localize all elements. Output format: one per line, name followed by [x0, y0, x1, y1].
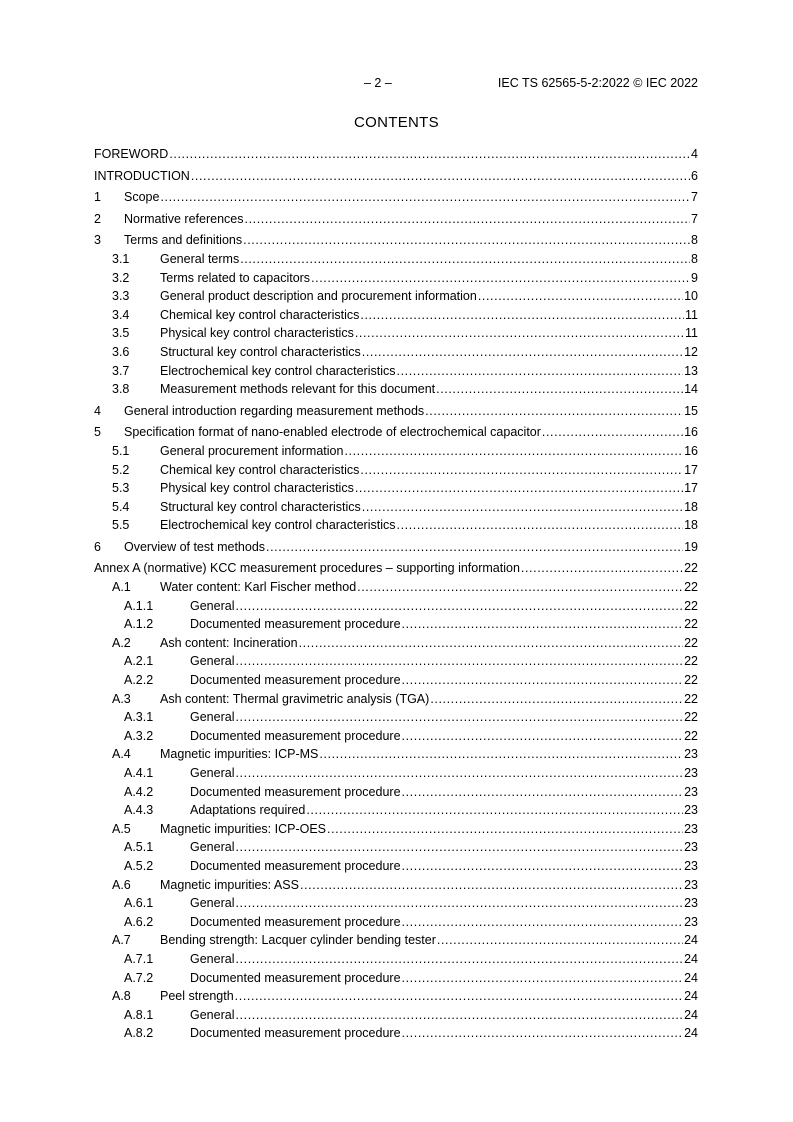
toc-leader-dots: [300, 876, 683, 895]
toc-entry-page: 23: [684, 784, 698, 799]
toc-entry[interactable]: [94, 380, 698, 399]
toc-entry-label: Terms related to capacitors: [160, 270, 311, 285]
toc-entry-page: 16: [684, 443, 698, 458]
toc-leader-dots: [402, 615, 684, 634]
toc-entry-label: General procurement information: [160, 443, 344, 458]
toc-entry-page: 8: [691, 251, 698, 266]
toc-entry-number: A.7.1: [124, 951, 154, 966]
toc-entry-number: 5.4: [112, 499, 130, 514]
toc-entry[interactable]: [94, 423, 698, 442]
toc-entry[interactable]: [94, 671, 698, 690]
toc-entry-label: Documented measurement procedure: [190, 728, 401, 743]
toc-entry-label: General product description and procurement information: [160, 289, 477, 304]
toc-entry-page: 22: [684, 635, 698, 650]
toc-entry-number: A.5.1: [124, 840, 154, 855]
toc-entry[interactable]: [94, 362, 698, 381]
toc-entry[interactable]: [94, 913, 698, 932]
toc-leader-dots: [235, 950, 683, 969]
toc-entry[interactable]: [94, 559, 698, 578]
toc-entry-page: 23: [684, 877, 698, 892]
toc-entry-label: Electrochemical key control characteristics: [160, 363, 396, 378]
toc-entry-page: 13: [684, 363, 698, 378]
toc-entry-page: 23: [684, 747, 698, 762]
toc-entry[interactable]: [94, 597, 698, 616]
toc-leader-dots: [245, 210, 691, 229]
table-of-contents: [94, 145, 698, 1043]
toc-leader-dots: [344, 442, 683, 461]
toc-entry[interactable]: [94, 857, 698, 876]
toc-entry-page: 18: [684, 499, 698, 514]
toc-entry-number: 2: [94, 211, 101, 226]
toc-entry-label: General: [190, 1007, 235, 1022]
toc-entry-label: Ash content: Incineration: [160, 635, 298, 650]
toc-entry-page: 17: [684, 481, 698, 496]
toc-entry-number: A.8.1: [124, 1007, 154, 1022]
toc-entry[interactable]: [94, 969, 698, 988]
toc-entry-page: 19: [684, 539, 698, 554]
toc-leader-dots: [360, 461, 683, 480]
toc-leader-dots: [478, 287, 683, 306]
toc-entry-page: 23: [684, 803, 698, 818]
toc-entry-page: 23: [684, 766, 698, 780]
toc-entry[interactable]: [94, 1006, 698, 1025]
toc-entry-label: INTRODUCTION: [94, 168, 190, 183]
toc-entry-number: A.2.1: [124, 654, 154, 669]
toc-entry-page: 24: [684, 1026, 698, 1041]
toc-entry-number: A.4.2: [124, 784, 154, 799]
toc-leader-dots: [402, 671, 684, 690]
toc-entry-label: Physical key control characteristics: [160, 481, 354, 496]
toc-entry-page: 24: [684, 933, 698, 948]
toc-entry[interactable]: [94, 652, 698, 671]
toc-entry-number: A.2: [112, 635, 131, 650]
toc-entry[interactable]: [94, 950, 698, 969]
toc-entry[interactable]: [94, 690, 698, 709]
toc-entry[interactable]: [94, 188, 698, 207]
toc-entry-page: 17: [684, 462, 698, 477]
toc-entry-page: 23: [684, 914, 698, 929]
toc-leader-dots: [360, 306, 684, 325]
toc-entry-number: A.6.1: [124, 896, 154, 911]
toc-entry-page: 8: [691, 233, 698, 248]
toc-entry-label: Documented measurement procedure: [190, 858, 401, 873]
toc-entry-page: 23: [684, 896, 698, 911]
toc-entry-number: 4: [94, 403, 101, 418]
toc-entry-number: A.4: [112, 747, 131, 762]
toc-entry-page: 22: [684, 654, 698, 669]
toc-leader-dots: [402, 913, 684, 932]
toc-entry[interactable]: [94, 764, 698, 783]
toc-entry[interactable]: [94, 1024, 698, 1043]
toc-entry-number: 5.1: [112, 443, 130, 458]
toc-entry-label: Structural key control characteristics: [160, 344, 361, 359]
toc-entry-number: 3: [94, 233, 101, 248]
toc-entry-page: 24: [684, 970, 698, 985]
page-title: CONTENTS: [354, 114, 439, 131]
toc-leader-dots: [397, 516, 684, 535]
toc-entry-label: FOREWORD: [94, 147, 169, 161]
toc-entry-number: 3.1: [112, 251, 130, 266]
toc-leader-dots: [402, 727, 684, 746]
toc-entry-label: General: [190, 896, 235, 911]
toc-entry-label: Bending strength: Lacquer cylinder bending tester: [160, 933, 436, 948]
toc-leader-dots: [319, 745, 683, 764]
toc-entry[interactable]: [94, 783, 698, 802]
toc-leader-dots: [355, 479, 683, 498]
toc-leader-dots: [235, 597, 683, 616]
toc-entry-number: A.4.3: [124, 803, 154, 818]
toc-entry[interactable]: [94, 615, 698, 634]
toc-entry-label: Overview of test methods: [124, 539, 266, 554]
toc-entry-number: 3.4: [112, 307, 130, 322]
toc-entry[interactable]: [94, 145, 698, 164]
toc-entry[interactable]: [94, 498, 698, 517]
toc-entry[interactable]: [94, 745, 698, 764]
toc-entry-page: 18: [684, 518, 698, 533]
toc-entry-page: 23: [684, 840, 698, 855]
toc-entry-number: A.6: [112, 877, 131, 892]
toc-entry[interactable]: [94, 324, 698, 343]
toc-leader-dots: [355, 324, 684, 343]
toc-leader-dots: [402, 857, 684, 876]
toc-entry[interactable]: [94, 987, 698, 1006]
toc-leader-dots: [235, 708, 683, 727]
toc-entry-number: A.7: [112, 933, 131, 948]
toc-entry-number: 5: [94, 425, 101, 440]
toc-entry-number: A.1.2: [124, 617, 154, 632]
toc-entry[interactable]: [94, 538, 698, 557]
toc-leader-dots: [235, 987, 683, 1006]
toc-entry-page: 23: [684, 821, 698, 836]
toc-entry[interactable]: [94, 894, 698, 913]
toc-entry[interactable]: [94, 343, 698, 362]
toc-entry-label: Measurement methods relevant for this document: [160, 382, 436, 397]
toc-leader-dots: [266, 538, 683, 557]
toc-entry-page: 24: [684, 1007, 698, 1022]
toc-entry-page: 22: [684, 691, 698, 706]
toc-entry-label: Documented measurement procedure: [190, 784, 401, 799]
toc-leader-dots: [235, 764, 683, 783]
toc-entry[interactable]: [94, 167, 698, 186]
toc-entry-label: Chemical key control characteristics: [160, 307, 360, 322]
toc-entry-label: Documented measurement procedure: [190, 1026, 401, 1041]
toc-entry-number: A.8.2: [124, 1026, 154, 1041]
toc-entry[interactable]: [94, 727, 698, 746]
toc-entry-page: 22: [684, 710, 698, 725]
toc-entry[interactable]: [94, 461, 698, 480]
toc-entry-number: A.3: [112, 691, 131, 706]
toc-leader-dots: [327, 820, 683, 839]
toc-entry-number: 5.5: [112, 518, 130, 533]
toc-entry-label: Normative references: [124, 211, 244, 226]
toc-leader-dots: [235, 652, 683, 671]
toc-entry[interactable]: [94, 931, 698, 950]
toc-leader-dots: [402, 1024, 684, 1043]
toc-entry-label: General: [190, 951, 235, 966]
toc-entry[interactable]: [94, 479, 698, 498]
toc-entry-label: General introduction regarding measurement methods: [124, 403, 425, 418]
toc-entry-number: 3.6: [112, 344, 130, 359]
toc-entry-label: Physical key control characteristics: [160, 326, 354, 341]
toc-leader-dots: [235, 838, 683, 857]
toc-leader-dots: [402, 969, 684, 988]
toc-leader-dots: [542, 423, 683, 442]
toc-entry-label: Documented measurement procedure: [190, 617, 401, 632]
toc-entry-number: 5.3: [112, 481, 130, 496]
toc-entry-label: General: [190, 598, 235, 613]
toc-entry-number: A.5.2: [124, 858, 154, 873]
toc-entry[interactable]: [94, 876, 698, 895]
toc-leader-dots: [430, 690, 683, 709]
toc-leader-dots: [436, 380, 683, 399]
toc-entry-page: 15: [684, 403, 698, 418]
toc-leader-dots: [243, 231, 690, 250]
toc-entry[interactable]: [94, 708, 698, 727]
toc-leader-dots: [160, 188, 690, 207]
toc-entry-label: Documented measurement procedure: [190, 914, 401, 929]
toc-entry-label: Adaptations required: [190, 803, 306, 818]
toc-entry-page: 11: [685, 326, 698, 341]
toc-entry-page: 22: [684, 728, 698, 743]
toc-leader-dots: [191, 167, 690, 186]
toc-leader-dots: [362, 498, 683, 517]
toc-leader-dots: [235, 1006, 683, 1025]
toc-leader-dots: [397, 362, 684, 381]
toc-entry-number: A.2.2: [124, 673, 154, 688]
toc-entry-label: Documented measurement procedure: [190, 970, 401, 985]
toc-entry-label: Chemical key control characteristics: [160, 462, 360, 477]
toc-entry-page: 14: [684, 382, 698, 397]
toc-entry[interactable]: [94, 820, 698, 839]
toc-leader-dots: [437, 931, 683, 950]
toc-entry-page: 22: [684, 673, 698, 688]
toc-entry-number: A.7.2: [124, 970, 154, 985]
toc-entry-page: 6: [691, 168, 698, 183]
toc-entry[interactable]: [94, 801, 698, 820]
toc-entry-page: 10: [684, 289, 698, 304]
toc-entry-label: Terms and definitions: [124, 233, 243, 248]
toc-entry-page: 11: [685, 307, 698, 322]
toc-entry-number: 3.7: [112, 363, 130, 378]
toc-entry-label: Magnetic impurities: ASS: [160, 877, 299, 892]
toc-entry[interactable]: [94, 578, 698, 597]
toc-entry-label: Electrochemical key control characteristics: [160, 518, 396, 533]
toc-entry-number: 3.5: [112, 326, 130, 341]
toc-leader-dots: [357, 578, 683, 597]
toc-entry-page: 22: [684, 580, 698, 595]
toc-entry-page: 22: [684, 598, 698, 613]
toc-entry-page: 23: [684, 858, 698, 873]
toc-entry[interactable]: [94, 442, 698, 461]
toc-entry-page: 9: [691, 270, 698, 285]
toc-entry-number: 3.3: [112, 289, 130, 304]
toc-entry-number: A.6.2: [124, 914, 154, 929]
toc-entry-label: General: [190, 766, 235, 780]
toc-entry[interactable]: [94, 287, 698, 306]
document-reference: IEC TS 62565-5-2:2022 © IEC 2022: [497, 76, 698, 90]
toc-entry[interactable]: [94, 516, 698, 535]
page-header: [94, 76, 698, 92]
toc-entry[interactable]: [94, 210, 698, 229]
toc-entry-label: General: [190, 840, 235, 855]
toc-leader-dots: [521, 559, 683, 578]
toc-entry-page: 12: [684, 344, 698, 359]
toc-entry-label: Documented measurement procedure: [190, 673, 401, 688]
toc-entry-label: Water content: Karl Fischer method: [160, 580, 357, 595]
toc-entry-label: Peel strength: [160, 989, 234, 1004]
page-number: – 2 –: [364, 76, 392, 90]
toc-entry-page: 7: [691, 190, 698, 205]
toc-entry-label: Structural key control characteristics: [160, 499, 361, 514]
toc-entry-number: A.1: [112, 580, 131, 595]
toc-entry-number: A.8: [112, 989, 131, 1004]
toc-entry-number: 6: [94, 539, 101, 554]
toc-entry[interactable]: [94, 306, 698, 325]
toc-entry-page: 22: [684, 561, 698, 576]
toc-entry-page: 4: [691, 147, 698, 161]
toc-leader-dots: [425, 402, 683, 421]
toc-leader-dots: [299, 634, 684, 653]
toc-entry-number: A.1.1: [124, 598, 154, 613]
toc-entry-label: General terms: [160, 251, 240, 266]
toc-entry-number: A.3.1: [124, 710, 154, 725]
toc-leader-dots: [169, 145, 690, 164]
toc-entry-page: 24: [684, 951, 698, 966]
toc-entry-label: Ash content: Thermal gravimetric analysis (TGA): [160, 691, 430, 706]
toc-entry-number: A.4.1: [124, 766, 154, 780]
toc-entry-number: 1: [94, 190, 101, 205]
toc-entry-number: 3.2: [112, 270, 130, 285]
toc-entry-number: 5.2: [112, 462, 130, 477]
toc-entry[interactable]: [94, 634, 698, 653]
toc-entry-label: Magnetic impurities: ICP-OES: [160, 821, 327, 836]
toc-entry-page: 24: [684, 989, 698, 1004]
toc-entry-label: General: [190, 710, 235, 725]
toc-entry-number: A.5: [112, 821, 131, 836]
toc-entry-page: 16: [684, 425, 698, 440]
toc-entry-number: 3.8: [112, 382, 130, 397]
toc-leader-dots: [362, 343, 683, 362]
toc-entry-page: 7: [691, 211, 698, 226]
toc-entry[interactable]: [94, 402, 698, 421]
toc-leader-dots: [311, 269, 690, 288]
toc-entry-number: A.3.2: [124, 728, 154, 743]
toc-entry-label: Specification format of nano-enabled electrode of electrochemical capacitor: [124, 425, 541, 440]
toc-entry-label: Annex A (normative) KCC measurement procedures – supporting information: [94, 561, 520, 576]
toc-leader-dots: [402, 783, 684, 802]
toc-entry-label: Scope: [124, 190, 160, 205]
toc-entry[interactable]: [94, 250, 698, 269]
toc-leader-dots: [306, 801, 683, 820]
toc-leader-dots: [235, 894, 683, 913]
toc-entry[interactable]: [94, 231, 698, 250]
toc-entry[interactable]: [94, 269, 698, 288]
toc-leader-dots: [240, 250, 690, 269]
toc-entry-label: Magnetic impurities: ICP-MS: [160, 747, 319, 762]
toc-entry-label: General: [190, 654, 235, 669]
toc-entry[interactable]: [94, 838, 698, 857]
toc-entry-page: 22: [684, 617, 698, 632]
